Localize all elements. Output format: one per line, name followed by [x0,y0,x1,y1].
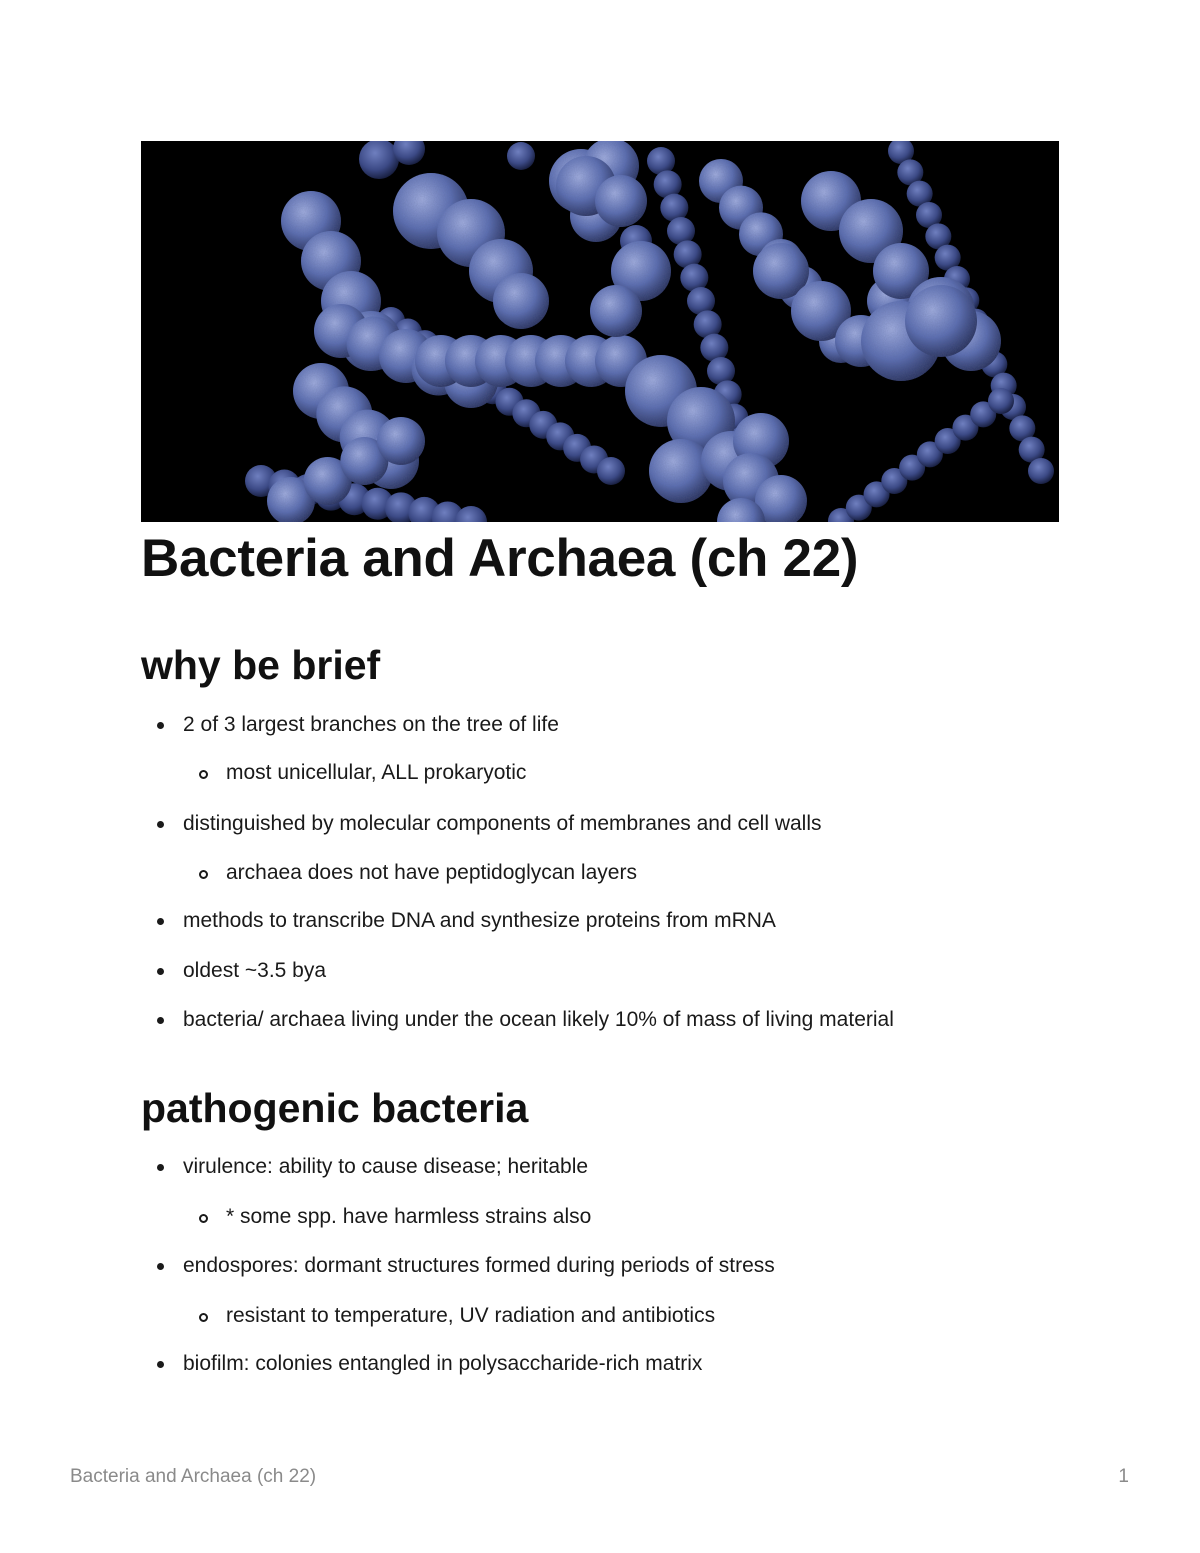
bullet-marker [157,1017,164,1024]
list-item-text: virulence: ability to cause disease; heritable [183,1155,589,1178]
list-item [183,908,776,934]
bullet-marker [157,1263,164,1270]
bacterium-cell [595,175,647,227]
list-item [226,1303,715,1329]
bullet-marker [157,968,164,975]
footer-title: Bacteria and Archaea (ch 22) [70,1466,317,1487]
list-item-text: distinguished by molecular components of membranes and cell walls [183,812,822,835]
list-item-text: biofilm: colonies entangled in polysaccharide-rich matrix [183,1352,703,1375]
list-item-text: bacteria/ archaea living under the ocean likely 10% of mass of living material [183,1008,894,1031]
bullet-marker [157,1361,164,1368]
bacterium-cell [507,142,535,170]
bacteria-illustration [141,141,1059,522]
hero-image-bacteria [141,141,1059,522]
hollow-bullet-marker [199,1214,208,1223]
bacterium-cell [377,417,425,465]
hollow-bullet-marker [199,1313,208,1322]
bullet-marker [157,918,164,925]
bullet-marker [157,821,164,828]
bacterium-cell [590,285,642,337]
bacterium-cell [359,141,399,179]
bacterium-cell [988,388,1014,414]
list-item-text: archaea does not have peptidoglycan layers [226,861,637,884]
bacterium-cell [597,457,625,485]
hollow-bullet-marker [199,770,208,779]
list-item [226,1204,591,1230]
section-heading-why-be-brief: why be brief [141,642,381,688]
bacterium-cell [905,285,977,357]
list-item-text: oldest ~3.5 bya [183,959,327,982]
bullet-marker [157,722,164,729]
list-item [183,1253,775,1279]
list-item [226,860,637,886]
page-number: 1 [1118,1466,1129,1487]
bacterium-cell [1028,458,1054,484]
list-item-text: endospores: dormant structures formed during periods of stress [183,1254,775,1277]
list-item-text: methods to transcribe DNA and synthesize proteins from mRNA [183,909,776,932]
list-item [183,712,559,738]
hollow-bullet-marker [199,870,208,879]
bacterium-cell [493,273,549,329]
list-item [183,1154,588,1180]
list-item [183,1351,702,1377]
list-item [183,1007,894,1033]
section-heading-pathogenic-bacteria: pathogenic bacteria [141,1085,529,1131]
list-item-text: * some spp. have harmless strains also [226,1205,592,1228]
bullet-marker [157,1164,164,1171]
list-item-text: resistant to temperature, UV radiation and antibiotics [226,1304,716,1327]
list-item [226,760,526,786]
page-title: Bacteria and Archaea (ch 22) [141,529,859,588]
list-item-text: most unicellular, ALL prokaryotic [226,761,527,784]
list-item-text: 2 of 3 largest branches on the tree of life [183,713,559,736]
list-item [183,811,822,837]
list-item [183,958,326,984]
